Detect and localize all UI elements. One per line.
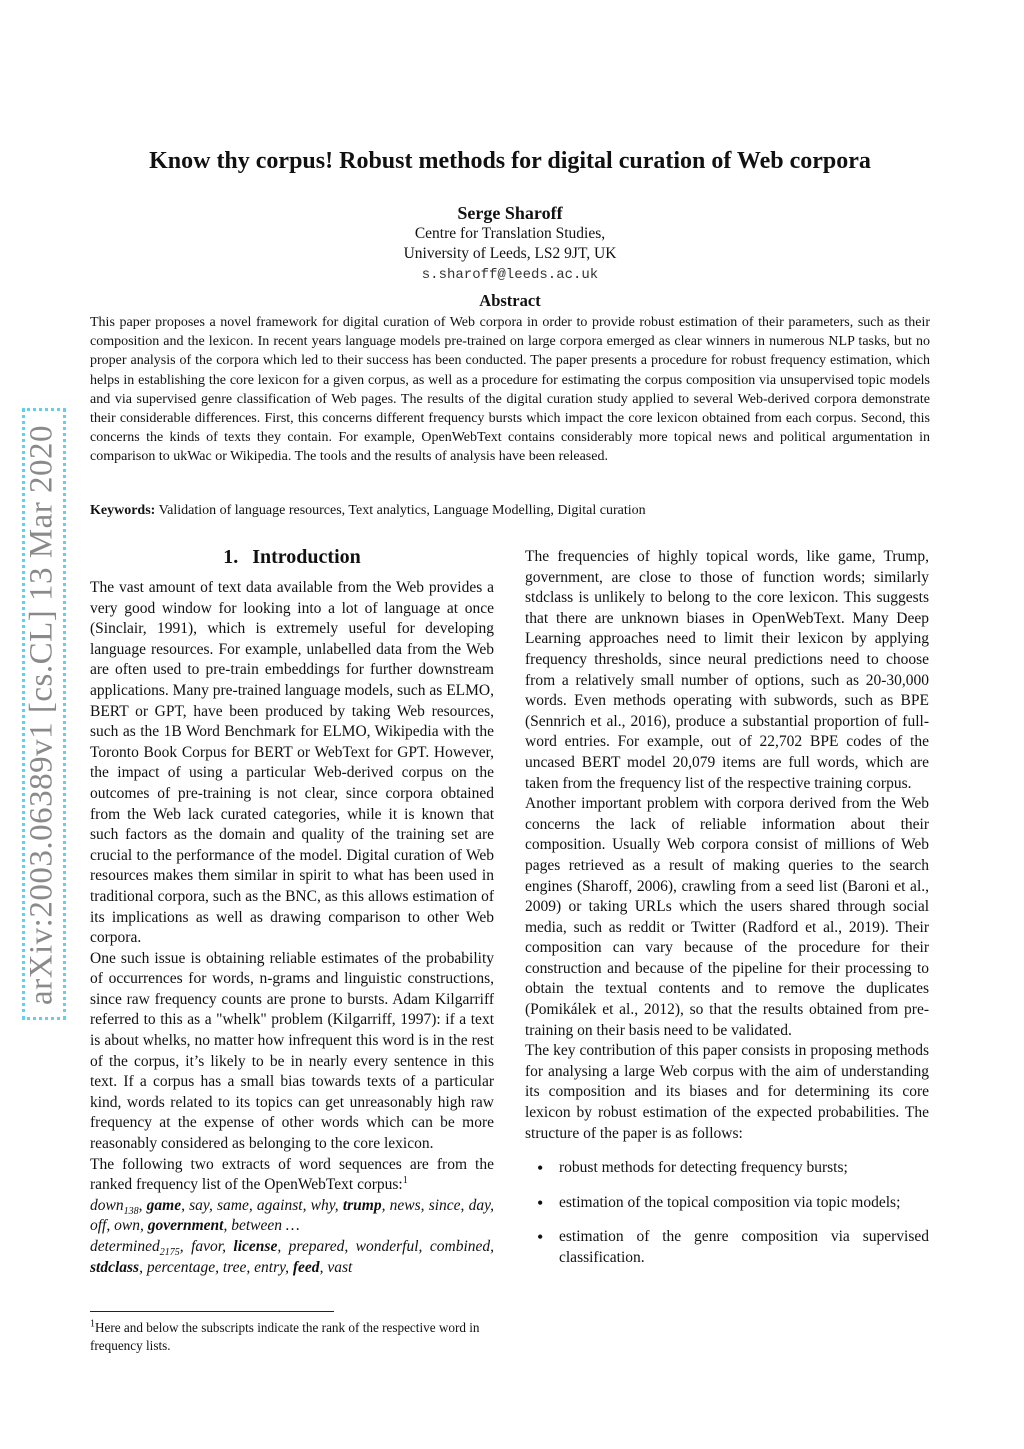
- affiliation-line-1: Centre for Translation Studies,: [414, 225, 606, 242]
- list-item: • estimation of the topical composition via topic models;: [525, 1193, 929, 1214]
- list-item: • estimation of the genre composition via supervised classification.: [525, 1227, 929, 1268]
- example-extract-2: determined$_{2175}$, favor, license, prepared, wonderful, combined, stdclass, percentage, tree, entry, feed, vast: [90, 1238, 495, 1276]
- intro-paragraph-2: One such issue is obtaining reliable estimates of the probability of occurrences for words, n-grams and linguistic constructions, since raw frequency counts are prone to bursts. Adam Kilgarriff referred to this as a "whelk" problem (Kilgarriff, 1997): if a text is about whelks, no matter how infrequent this word is in the rest of the corpus, it’s likely to be in nearly every sentence in this text. If a corpus has a small bias towards texts of a particular kind, words related to its topics can get unreasonably high raw frequency at the expense of other words which can be more reasonably considered as belonging to the core lexicon.: [90, 949, 494, 1153]
- author-email: s.sharoff@leeds.ac.uk: [421, 267, 599, 283]
- intro-paragraph-3: [90, 1155, 494, 1196]
- section-heading: [90, 544, 494, 570]
- example-extract-1: down$_{138}$, game, say, same, against, why, trump, news, since, day, off, own, government, between …: [90, 1196, 495, 1235]
- intro-paragraph-4: The frequencies of highly topical words, like game, Trump, government, are close to those of function words; similarly stdclass is unlikely to belong to the core lexicon. This suggests that there are unknown biases in OpenWebText. Many Deep Learning approaches need to limit their lexicon by applying frequency thresholds, since neural predictions need to choose from a relatively small number of options, such as 20-30,000 words. Even methods operating with subwords, such as BPE (Sennrich et al., 2016), produce a substantial proportion of full-word entries. For example, out of 22,702 BPE codes of the uncased BERT model 20,079 items are full words, which are taken from the frequency list of the respective training corpus.: [525, 548, 929, 792]
- intro-paragraph-1: The vast amount of text data available from the Web provides a very good window for looking into a lot of language at once (Sinclair, 1991), which is extremely useful for developing language resources. For example, unlabelled data from the Web are often used to pre-train embeddings for further downstream applications. Many pre-trained language models, such as ELMO, BERT or GPT, have been produced by taking Web resources, such as the 1B Word Benchmark for ELMO, Wikipedia with the Toronto Book Corpus for BERT or WebText for GPT. However, the impact of using a particular Web-derived corpus on the outcomes of pre-training is not clear, since corpora obtained from the Web lack curated categories, while it is known that such factors as the domain and quality of the training set are crucial to the performance of the model. Digital curation of Web resources makes them similar in spirit to what has been used in traditional corpora, such as the BNC, as this allows estimation of its implications as well as drawing comparison to other Web corpora.: [90, 579, 494, 947]
- list-item: • robust methods for detecting frequency bursts;: [525, 1158, 929, 1179]
- keywords-text: Validation of language resources, Text analytics, Language Modelling, Digital curation: [158, 503, 646, 518]
- contribution-list: [525, 1158, 929, 1268]
- keywords: [90, 501, 930, 520]
- footnote: [90, 1319, 494, 1355]
- affiliation-line-2: University of Leeds, LS2 9JT, UK: [403, 245, 617, 262]
- section-title: Introduction: [252, 546, 361, 568]
- author-block: [90, 202, 930, 286]
- paper-title: Know thy corpus! Robust methods for digital curation of Web corpora: [149, 148, 871, 174]
- footnote-number: 1: [90, 1318, 95, 1330]
- author-name: Serge Sharoff: [457, 203, 563, 223]
- footnote-rule: [90, 1311, 334, 1312]
- abstract-heading: Abstract: [479, 291, 541, 310]
- footnote-mark: 1: [402, 1175, 408, 1187]
- intro-paragraph-3-text: The following two extracts of word sequences are from the ranked frequency list of the OpenWebText corpus:: [90, 1155, 494, 1194]
- left-column: [90, 544, 494, 1278]
- arxiv-side-label: arXiv:2003.06389v1 [cs.CL] 13 Mar 2020: [23, 425, 60, 1005]
- section-number: 1.: [223, 546, 239, 568]
- keywords-label: Keywords:: [90, 503, 156, 518]
- intro-paragraph-6: The key contribution of this paper consists in proposing methods for analysing a large Web corpus with the aim of understanding its composition and its biases and for determining its core lexicon by robust estimation of the expected probabilities. The structure of the paper is as follows:: [525, 1042, 929, 1142]
- right-column: [525, 547, 929, 1283]
- intro-paragraph-5: Another important problem with corpora derived from the Web concerns the lack of reliable information about their composition. Usually Web corpora consist of millions of Web pages retrieved as a result of making queries to the search engines (Sharoff, 2006), crawling from a seed list (Baroni et al., 2009) or taking URLs which the users shared through social media, such as reddit or Twitter (Radford et al., 2019). Their composition can vary because of the procedure for their construction and because of the pipeline for their processing to obtain the textual contents and to remove the duplicates (Pomikálek et al., 2012), so that the results obtained from pre-training on their basis need to be validated.: [525, 795, 929, 1039]
- footnote-text: Here and below the subscripts indicate the rank of the respective word in frequency lists.: [90, 1320, 480, 1353]
- abstract-text: This paper proposes a novel framework for digital curation of Web corpora in order to provide robust estimation of their parameters, such as their composition and the lexicon. In recent years language models pre-trained on large corpora emerged as clear winners in numerous NLP tasks, but no proper analysis of the corpora which led to their success has been conducted. The paper presents a procedure for robust frequency estimation, which helps in establishing the core lexicon for a given corpus, as well as a procedure for estimating the corpus composition via unsupervised topic models and via supervised genre classification of Web pages. The results of the digital curation study applied to several Web-derived corpora demonstrate their considerable differences. First, this concerns different frequency bursts which impact the core lexicon obtained from each corpus. Second, this concerns the kinds of texts they contain. For example, OpenWebText contains considerably more topical news and political argumentation in comparison to ukWac or Wikipedia. The tools and the results of analysis have been released.: [90, 315, 930, 465]
